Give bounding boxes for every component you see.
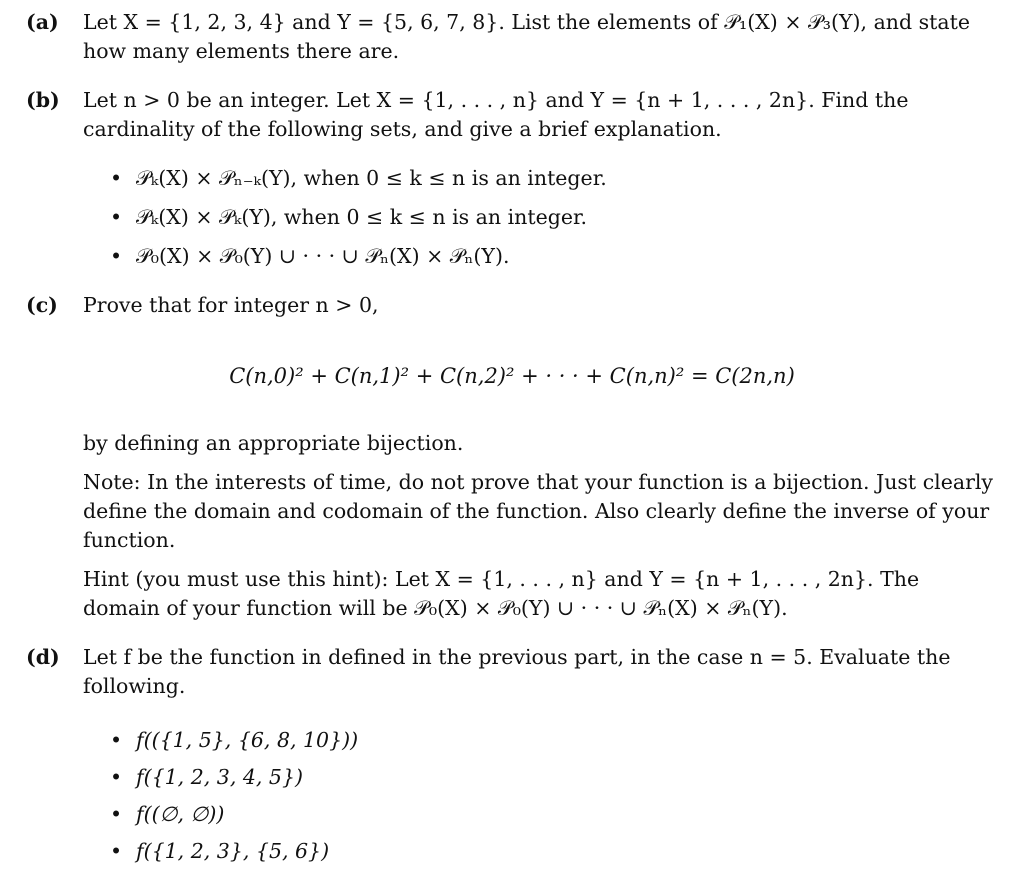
part-c-intro-text: Prove that for integer n > 0, [83, 293, 379, 317]
part-c-note [83, 468, 994, 555]
part-d-bullet-1-text: f(({1, 5}, {6, 8, 10})) [136, 728, 359, 752]
part-b-bullet-1-text: 𝒫ₖ(X) × 𝒫ₙ₋ₖ(Y), when 0 ≤ k ≤ n is an integer. [136, 166, 607, 190]
part-b-bullet-2-text: 𝒫ₖ(X) × 𝒫ₖ(Y), when 0 ≤ k ≤ n is an integer. [136, 205, 588, 229]
part-b-text [83, 86, 971, 144]
part-c-intro [83, 291, 971, 320]
part-d-text [83, 643, 971, 701]
part-d-line-2: following. [83, 674, 186, 698]
bullet-dot-icon: • [110, 765, 123, 789]
part-c-after [83, 429, 971, 458]
part-c-hint [83, 565, 971, 623]
part-d-bullet-2-text: f({1, 2, 3, 4, 5}) [136, 765, 304, 789]
part-c-after-text: by defining an appropriate bijection. [83, 431, 464, 455]
part-b-label: (b) [26, 88, 60, 112]
part-d-line-1: Let f be the function in defined in the previous part, in the case n = 5. Evaluate the [83, 645, 951, 669]
part-a-label: (a) [26, 10, 59, 34]
bullet-dot-icon: • [110, 839, 123, 863]
part-c-note-line-2: define the domain and codomain of the function. Also clearly define the inverse of your [83, 499, 990, 523]
part-d-bullet-3-text: f((∅, ∅)) [136, 802, 225, 826]
part-c-hint-line-1: Hint (you must use this hint): Let X = {1, . . . , n} and Y = {n + 1, . . . , 2n}. The [83, 567, 920, 591]
part-a-text [83, 8, 971, 66]
part-b-line-2: cardinality of the following sets, and give a brief explanation. [83, 117, 722, 141]
part-d-bullet-4-text: f({1, 2, 3}, {5, 6}) [136, 839, 330, 863]
bullet-dot-icon: • [110, 244, 123, 268]
bullet-dot-icon: • [110, 205, 123, 229]
part-b-bullet-3-text: 𝒫₀(X) × 𝒫₀(Y) ∪ · · · ∪ 𝒫ₙ(X) × 𝒫ₙ(Y). [136, 244, 510, 268]
part-b-line-1: Let n > 0 be an integer. Let X = {1, . . . , n} and Y = {n + 1, . . . , 2n}. Find the [83, 88, 909, 112]
bullet-dot-icon: • [110, 728, 123, 752]
part-c-note-line-3: function. [83, 528, 176, 552]
part-a-line-1: Let X = {1, 2, 3, 4} and Y = {5, 6, 7, 8}. List the elements of 𝒫₁(X) × 𝒫₃(Y), and state [83, 10, 970, 34]
bullet-dot-icon: • [110, 802, 123, 826]
part-a-line-2: how many elements there are. [83, 39, 400, 63]
part-c-hint-line-2: domain of your function will be 𝒫₀(X) × 𝒫₀(Y) ∪ · · · ∪ 𝒫ₙ(X) × 𝒫ₙ(Y). [83, 596, 788, 620]
binomial-identity-equation: C(n,0)² + C(n,1)² + C(n,2)² + · · · + C(n,n)² = C(2n,n) [229, 364, 795, 388]
bullet-dot-icon: • [110, 166, 123, 190]
part-c-label: (c) [26, 293, 58, 317]
part-d-label: (d) [26, 645, 60, 669]
part-c-note-line-1: Note: In the interests of time, do not prove that your function is a bijection. Just clearly [83, 470, 994, 494]
